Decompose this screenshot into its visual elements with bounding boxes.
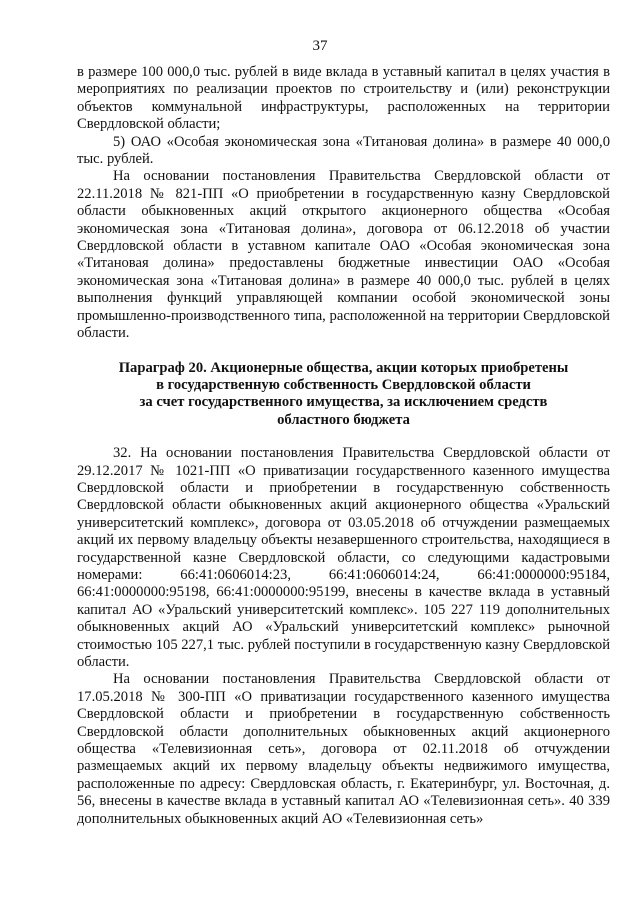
- paragraph-32: 32. На основании постановления Правительства Свердловской области от 29.12.2017 № 1021-ПП «О приватизации государственного казенного имущества Свердловской области и приобретении в государственную собственность Свердловской области обыкновенных акций акционерного общества «Уральский университетский комплекс», договора от 03.05.2018 об отчуждении размещаемых акций их первому владельцу объекты незавершенного строительства, находящиеся в государственной казне Свердловской области, со следующими кадастровыми номерами: 66:41:0606014:23, 66:41:0606014:24, 66:41:0000000:95184, 66:41:0000000:95198, 66:41:0000000:95199, внесены в качестве вклада в уставный капитал АО «Уральский университетский комплекс». 105 227 119 дополнительных обыкновенных акций АО «Уральский университетский комплекс» рыночной стоимостью 105 227,1 тыс. рублей поступили в государственную казну Свердловской области.: [77, 445, 611, 670]
- section-heading-line: областного бюджета: [277, 411, 410, 428]
- section-heading-line: в государственную собственность Свердловской области: [156, 376, 531, 393]
- paragraph-item-5: 5) ОАО «Особая экономическая зона «Титановая долина» в размере 40 000,0 тыс. рублей.: [77, 133, 610, 168]
- document-body: [77, 64, 610, 828]
- section-heading: [77, 360, 610, 430]
- section-heading-line: за счет государственного имущества, за исключением средств: [139, 394, 548, 411]
- section-heading-line: Параграф 20. Акционерные общества, акции которых приобретены: [118, 359, 569, 376]
- paragraph-television-network: На основании постановления Правительства Свердловской области от 17.05.2018 № 300-ПП «О приватизации государственного казенного имущества Свердловской области и приобретении в государственную собственность Свердловской области дополнительных обыкновенных акций акционерного общества «Телевизионная сеть», договора от 02.11.2018 об отчуждении размещаемых акций их первому владельцу объекты недвижимого имущества, расположенные по адресу: Свердловская область, г. Екатеринбург, ул. Восточная, д. 56, внесены в качестве вклада в уставный капитал АО «Телевизионная сеть». 40 339 дополнительных обыкновенных акций АО «Телевизионная сеть»: [77, 671, 610, 827]
- paragraph-continued: в размере 100 000,0 тыс. рублей в виде вклада в уставный капитал в целях участия в мероприятиях по реализации проектов по строительству и (или) реконструкции объектов коммунальной инфраструктуры, расположенных на территории Свердловской области;: [77, 64, 610, 133]
- page-number: 37: [312, 38, 328, 54]
- paragraph-titan-valley-investment: На основании постановления Правительства Свердловской области от 22.11.2018 № 821-ПП «О приобретении в государственную казну Свердловской области обыкновенных акций открытого акционерного общества «Особая экономическая зона «Титановая долина», договора от 06.12.2018 об участии Свердловской области в уставном капитале ОАО «Особая экономическая зона «Титановая долина» предоставлены бюджетные инвестиции ОАО «Особая экономическая зона «Титановая долина» в размере 40 000,0 тыс. рублей в целях выполнения функций управляющей компании особой экономической зоны промышленно-производственного типа, расположенной на территории Свердловской области.: [77, 168, 610, 342]
